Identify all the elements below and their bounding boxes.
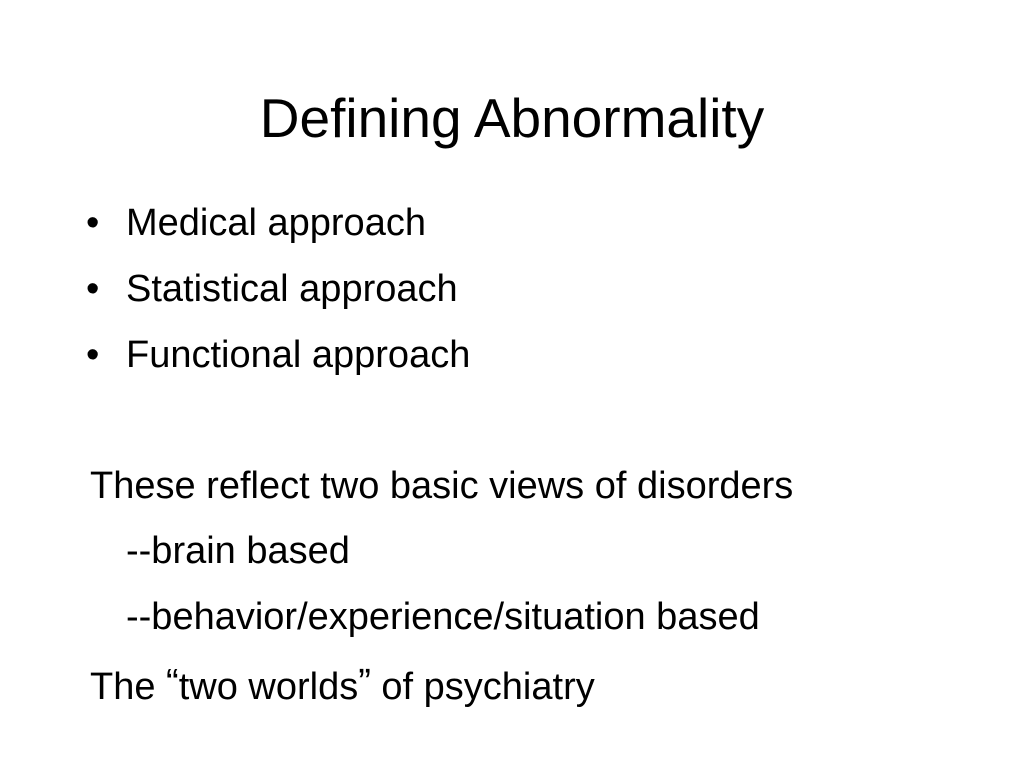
two-worlds-prefix: The xyxy=(90,666,167,708)
body-line-behavior-based: --behavior/experience/situation based xyxy=(126,596,760,638)
close-quote: ” xyxy=(358,662,371,704)
body-line-views: These reflect two basic views of disorders xyxy=(90,465,794,507)
two-worlds-phrase: two worlds xyxy=(178,666,359,708)
bullet-label: Medical approach xyxy=(126,202,426,244)
two-worlds-suffix: of psychiatry xyxy=(370,666,595,708)
bullet-label: Statistical approach xyxy=(126,268,458,310)
bullet-label: Functional approach xyxy=(126,334,471,376)
bullet-marker: • xyxy=(86,334,100,376)
bullet-marker: • xyxy=(86,268,100,310)
open-quote: “ xyxy=(166,662,179,704)
body-line-two-worlds xyxy=(90,650,595,720)
bullet-marker: • xyxy=(86,202,100,244)
slide-title: Defining Abnormality xyxy=(259,87,765,149)
body-line-brain-based: --brain based xyxy=(126,530,350,572)
